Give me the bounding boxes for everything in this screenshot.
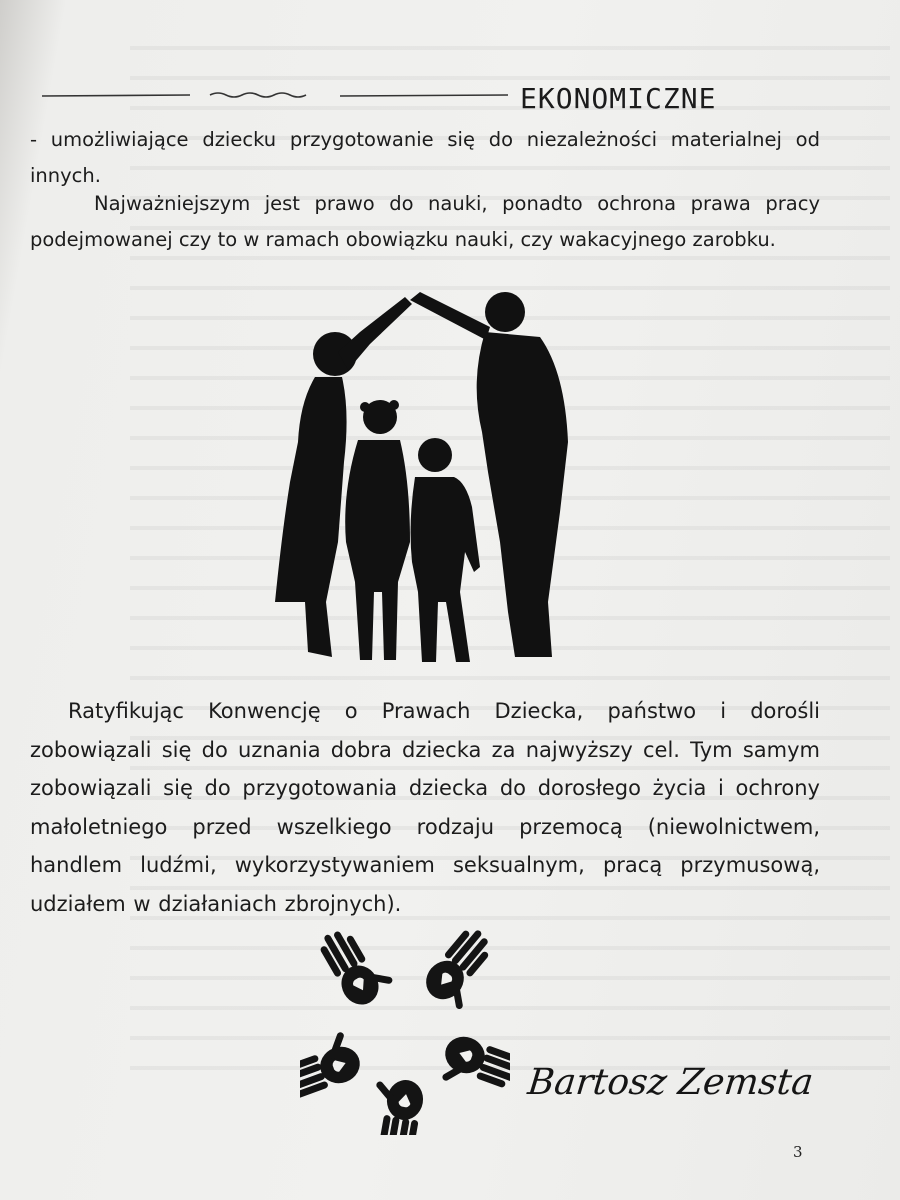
hands-circle-illustration [300,925,510,1135]
paragraph-convention: Ratyfikując Konwencję o Prawach Dziecka, państwo i dorośli zobowiązali się do uznania dobra dziecka za najwyższy cel. Tym samym zobowiązali się do przygotowania dziecka do dorosłego życia i ochrony małoletniego przed wszelkiego rodzaju przemocą (niewolnictwem, handlem ludźmi, wykorzystywaniem seksualnym, pracą przymusową, udziałem w działaniach zbrojnych). [30,699,820,916]
page-number: 3 [793,1143,803,1161]
header-decorative-rule [40,88,510,102]
paragraph-right-to-education: Najważniejszym jest prawo do nauki, ponadto ochrona prawa pracy podejmowanej czy to w ramach obowiązku nauki, czy wakacyjnego zarobku. [30,192,820,251]
family-silhouette-illustration [260,282,580,672]
paragraph-economic-rights: - umożliwiające dziecku przygotowanie się do niezależności materialnej od innych. [30,128,820,187]
author-signature: Bartosz Zemsta [525,1062,816,1103]
section-heading: EKONOMICZNE [520,82,717,115]
